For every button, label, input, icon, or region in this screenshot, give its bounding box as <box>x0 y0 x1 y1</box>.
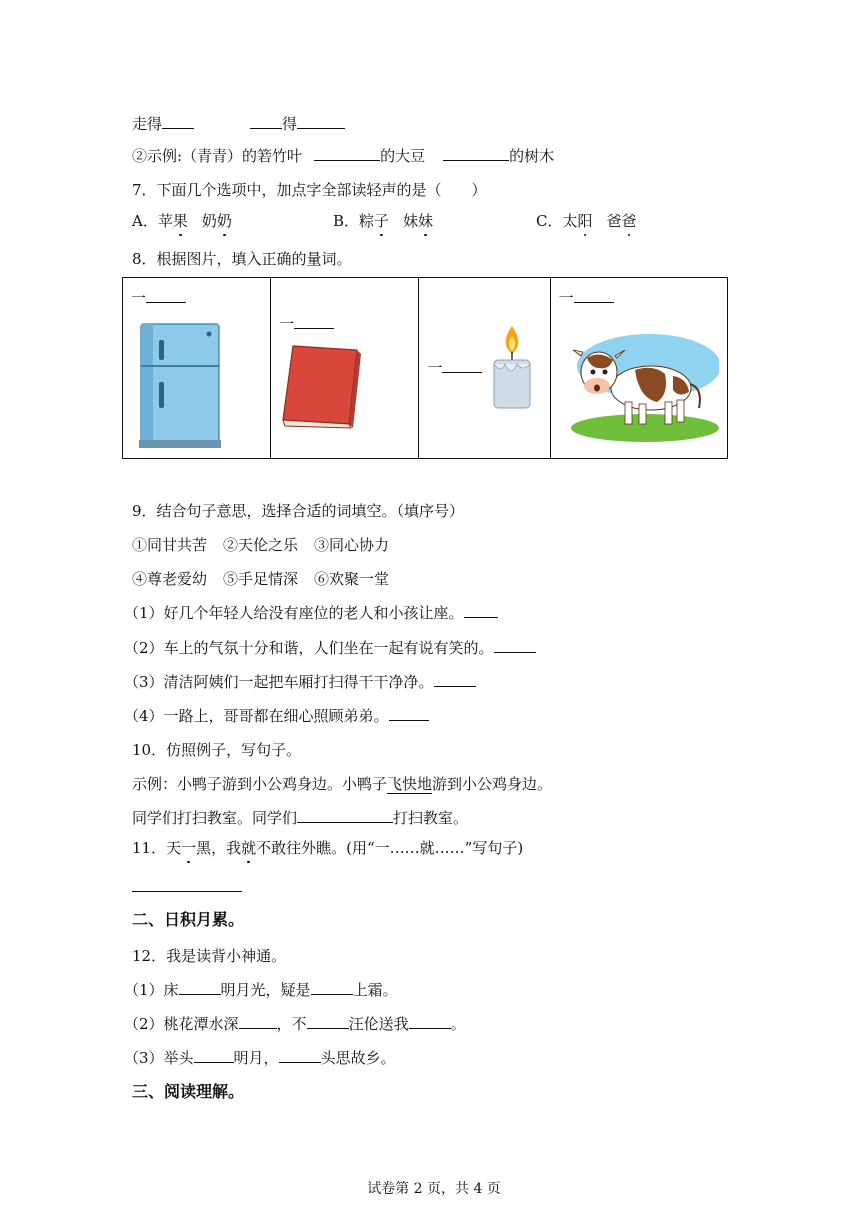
q10-question: 10．仿照例子，写句子。 <box>132 741 302 759</box>
q7-question: 7．下面几个选项中，加点字全部读轻声的是（ ） <box>132 181 487 199</box>
q8-cell-cow <box>550 278 727 459</box>
q8-label-candle: 一 <box>427 358 482 378</box>
q10-example-underlined: 飞快地 <box>387 775 433 793</box>
q7-a-char1: 苹 <box>157 212 173 230</box>
q6-blank-1[interactable] <box>162 114 194 129</box>
q6-blank-5[interactable] <box>443 146 509 161</box>
q9-item-2: （2）车上的气氛十分和谐，人们坐在一起有说有笑的。 <box>124 638 536 658</box>
q6-example: ②示例:（青青）的箬竹叶 <box>132 147 303 165</box>
candle-image <box>487 322 537 412</box>
q9-choice-3: ③同心协力 <box>314 536 390 554</box>
q7-letter-c: C． <box>536 212 563 230</box>
q6-walk-prefix: 走得 <box>132 115 163 133</box>
q9-blank-1[interactable] <box>464 603 498 618</box>
q9-choice-6: ⑥欢聚一堂 <box>314 570 390 588</box>
q12-blank-6[interactable] <box>194 1048 234 1063</box>
q7-c-char3: 爸 <box>606 212 622 230</box>
q8-question: 8．根据图片，填入正确的量词。 <box>132 250 352 268</box>
q10-example <box>132 774 552 794</box>
fridge-image <box>137 322 227 450</box>
q6-blank-4[interactable] <box>314 146 380 161</box>
q9-blank-4[interactable] <box>389 706 429 721</box>
page-footer: 试卷第 2 页，共 4 页 <box>367 1181 501 1197</box>
q7-option-b[interactable] <box>333 211 433 231</box>
q11-pre: 11．天 <box>132 839 182 857</box>
q12-blank-3[interactable] <box>239 1014 277 1029</box>
q6-de-suffix: 得 <box>282 115 298 133</box>
q9-choice-5: ⑤手足情深 <box>223 570 299 588</box>
q8-label-book: 一 <box>279 314 334 334</box>
q9-choice-1: ①同甘共苦 <box>132 536 208 554</box>
q9-blank-2[interactable] <box>494 638 536 653</box>
q7-b-char3: 妹 <box>403 212 419 230</box>
q7-b-char1: 粽 <box>359 212 375 230</box>
q9-blank-3[interactable] <box>434 672 476 687</box>
q8-cell-book <box>271 278 419 459</box>
q6-dadou: 的大豆 <box>380 147 426 165</box>
q11-post: 不敢往外瞧。(用“一……就……”写句子) <box>256 839 524 857</box>
q11-question <box>132 838 523 858</box>
q12-line-1: （1）床 明月光，疑是 上霜。 <box>124 981 398 999</box>
q11-dot-yi: 一 <box>181 839 197 857</box>
q7-option-c[interactable] <box>536 211 637 231</box>
q6-blank-2[interactable] <box>250 114 282 129</box>
q10-task-a: 同学们打扫教室。同学们 <box>132 809 298 827</box>
q7-a-char2: 果 <box>172 212 188 230</box>
q8-blank-book[interactable] <box>294 314 334 329</box>
q7-letter-a: A． <box>132 212 158 230</box>
q7-c-char2: 阳 <box>577 212 593 230</box>
q8-cell-candle <box>419 278 550 459</box>
q10-example-b: 游到小公鸡身边。 <box>432 775 553 793</box>
q12-blank-1[interactable] <box>179 980 221 995</box>
q8-picture-table <box>122 277 728 459</box>
q8-blank-fridge[interactable] <box>146 288 186 303</box>
q7-a-char4: 奶 <box>216 212 232 230</box>
q8-label-cow: 一 <box>559 288 614 308</box>
q12-blank-5[interactable] <box>409 1014 451 1029</box>
q10-task <box>132 808 468 828</box>
q7-c-char1: 太 <box>562 212 578 230</box>
q7-option-a[interactable] <box>132 211 232 231</box>
q7-a-char3: 奶 <box>201 212 217 230</box>
q10-task-b: 打扫教室。 <box>393 809 469 827</box>
q9-item-4: （4）一路上，哥哥都在细心照顾弟弟。 <box>124 706 429 726</box>
q6-blank-3[interactable] <box>297 114 345 129</box>
q6-line2 <box>132 146 554 166</box>
q8-blank-cow[interactable] <box>574 288 614 303</box>
q10-blank[interactable] <box>297 808 393 823</box>
q9-item-1: （1）好几个年轻人给没有座位的老人和小孩让座。 <box>124 603 498 623</box>
q9-choice-2: ②天伦之乐 <box>223 536 299 554</box>
q8-blank-candle[interactable] <box>442 358 482 373</box>
q9-question: 9．结合句子意思，选择合适的词填空。（填序号） <box>132 502 465 520</box>
q9-choices-row2 <box>132 569 389 589</box>
section-3-title: 三、阅读理解。 <box>132 1082 245 1101</box>
q12-line-2: （2）桃花潭水深 ，不 汪伦送我 。 <box>124 1015 466 1033</box>
q9-choice-4: ④尊老爱幼 <box>132 570 208 588</box>
q9-choices-row1 <box>132 535 389 555</box>
section-2-title: 二、日积月累。 <box>132 910 245 929</box>
q11-dot-jiu: 就 <box>241 839 257 857</box>
q7-b-char2: 子 <box>374 212 390 230</box>
q12-blank-2[interactable] <box>311 980 353 995</box>
q6-shumu: 的树木 <box>509 147 555 165</box>
q7-b-char4: 妹 <box>418 212 434 230</box>
book-image <box>277 340 367 430</box>
q10-example-a: 示例：小鸭子游到小公鸡身边。小鸭子 <box>132 775 388 793</box>
q12-blank-4[interactable] <box>307 1014 349 1029</box>
q7-letter-b: B． <box>333 212 360 230</box>
q6-line1 <box>132 114 345 134</box>
q9-item-3: （3）清洁阿姨们一起把车厢打扫得干干净净。 <box>124 672 476 692</box>
cow-image <box>569 328 719 448</box>
q7-c-char4: 爸 <box>621 212 637 230</box>
q8-label-fridge: 一 <box>131 288 186 308</box>
q12-question: 12．我是读背小神通。 <box>132 947 287 965</box>
q12-line-3: （3）举头 明月， 头思故乡。 <box>124 1049 396 1067</box>
q11-answer-line[interactable] <box>132 891 242 892</box>
q11-mid: 黑，我 <box>196 839 242 857</box>
q12-blank-7[interactable] <box>279 1048 321 1063</box>
q8-cell-fridge <box>123 278 271 459</box>
